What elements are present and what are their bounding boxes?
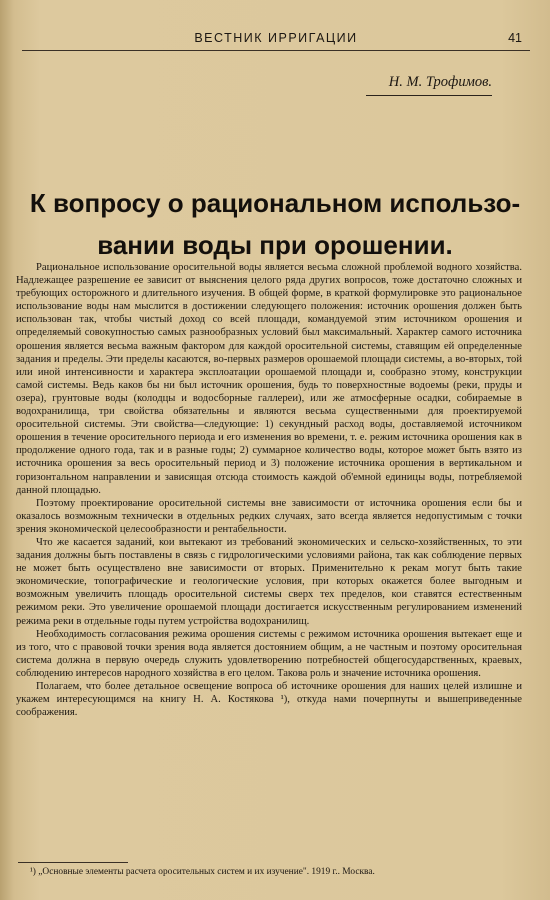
footnote: ¹) „Основные элементы расчета оросительных систем и их изучение". 1919 г.. Москва.	[30, 867, 375, 877]
paragraph: Рациональное использование оросительной воды является весьма сложной проблемой водного хозяйства. Надлежащее разрешение ее зависит от выяснения целого ряда других вопросов, тоже достаточно сложных и требующих осторожного и длительного изучения. В общей форме, в краткой формулировке это рациональное использование воды нам мыслится в достижении следующего положения: источник орошения должен быть использован так, чтобы чистый доход со всей площади, командуемой этим источником орошения и определяемый совокупностью самых разнообразных условий был максимальный. Характер самого источника орошения является весьма важным фактором для каждой оросительной системы, ставящим ей определенные задания и пределы. Эти пределы касаются, во-первых размеров орошаемой площади системы, а во-вторых, той или иной интенсивности и характера эксплоатации орошаемой площади и, сообразно этому, конструкции самой системы. Ведь каков бы ни был источник орошения, будь то поверхностные водоемы (реки, пруды и озера), грунтовые воды (колодцы и водосборные галлереи), или же атмосферные осадки, собираемые в водохранилища, три свойства обязательны и являются весьма существенными для проектируемой оросительной системы. Эти свойства—следующие: 1) секундный расход воды, доставляемой источником орошения в течение оросительного периода и его изменения во времени, т. е. режим источника орошения как в продолжение одного года, так и в разные годы; 2) суммарное количество воды, которое может быть взято из источника орошения за весь оросительный период и 3) положение источника орошения в вертикальном и горизонтальном направлении и зависящая отсюда стоимость каждой об'емной единицы воды, потребляемой данной площадью.	[16, 262, 522, 496]
footnote-divider	[18, 862, 128, 863]
author-name: Н. М. Трофимов.	[366, 74, 492, 96]
paragraph: Поэтому проектирование оросительной системы вне зависимости от источника орошения если бы и оказалось возможным технически в отдельных редких случаях, зато всегда является недопустимым с точки зрения экономической целесообразности и рентабельности.	[16, 497, 522, 535]
article-body	[16, 261, 522, 719]
running-header	[22, 28, 530, 51]
paragraph: Полагаем, что более детальное освещение вопроса об источнике орошения для наших целей излишне и укажем интересующимся на книгу Н. А. Костякова ¹), откуда нами почерпнуты и вышеприведенные соображения.	[16, 681, 522, 719]
paragraph: Что же касается заданий, кои вытекают из требований экономических и сельско-хозяйственных, то эти задания должны быть поставлены в связь с гидрологическими условиями района, так как соблюдение первых не может быть осуществлено вне зависимости от вторых. Применительно к рекам могут быть такие экономические, топографические и геологические условия, при которых окажется более выгодным и возможным увеличить площадь оросительной системы сверх тех пределов, кои ставятся естественным режимом реки. Это увеличение орошаемой площади достигается искусственным регулированием изменений режима реки в отдельные годы путем устройства водохранилищ.	[16, 536, 522, 627]
article-title-line-1: К вопросу о рациональном использо-	[29, 188, 521, 218]
article-title-line-2: вании воды при орошении.	[97, 230, 453, 260]
paragraph: Необходимость согласования режима орошения системы с режимом источника орошения вытекает еще и из того, что с правовой точки зрения вода является достоянием общим, а не частным и поэтому оросительная система должна в первую очередь служить удовлетворению потребностей общегосударственных, краевых, соблюдению интересов народного хозяйства в его целом. Такова роль и значение источника орошения.	[16, 628, 522, 679]
journal-title: ВЕСТНИК ИРРИГАЦИИ	[194, 31, 358, 45]
article-title	[20, 182, 530, 266]
page-number: 41	[508, 31, 522, 45]
